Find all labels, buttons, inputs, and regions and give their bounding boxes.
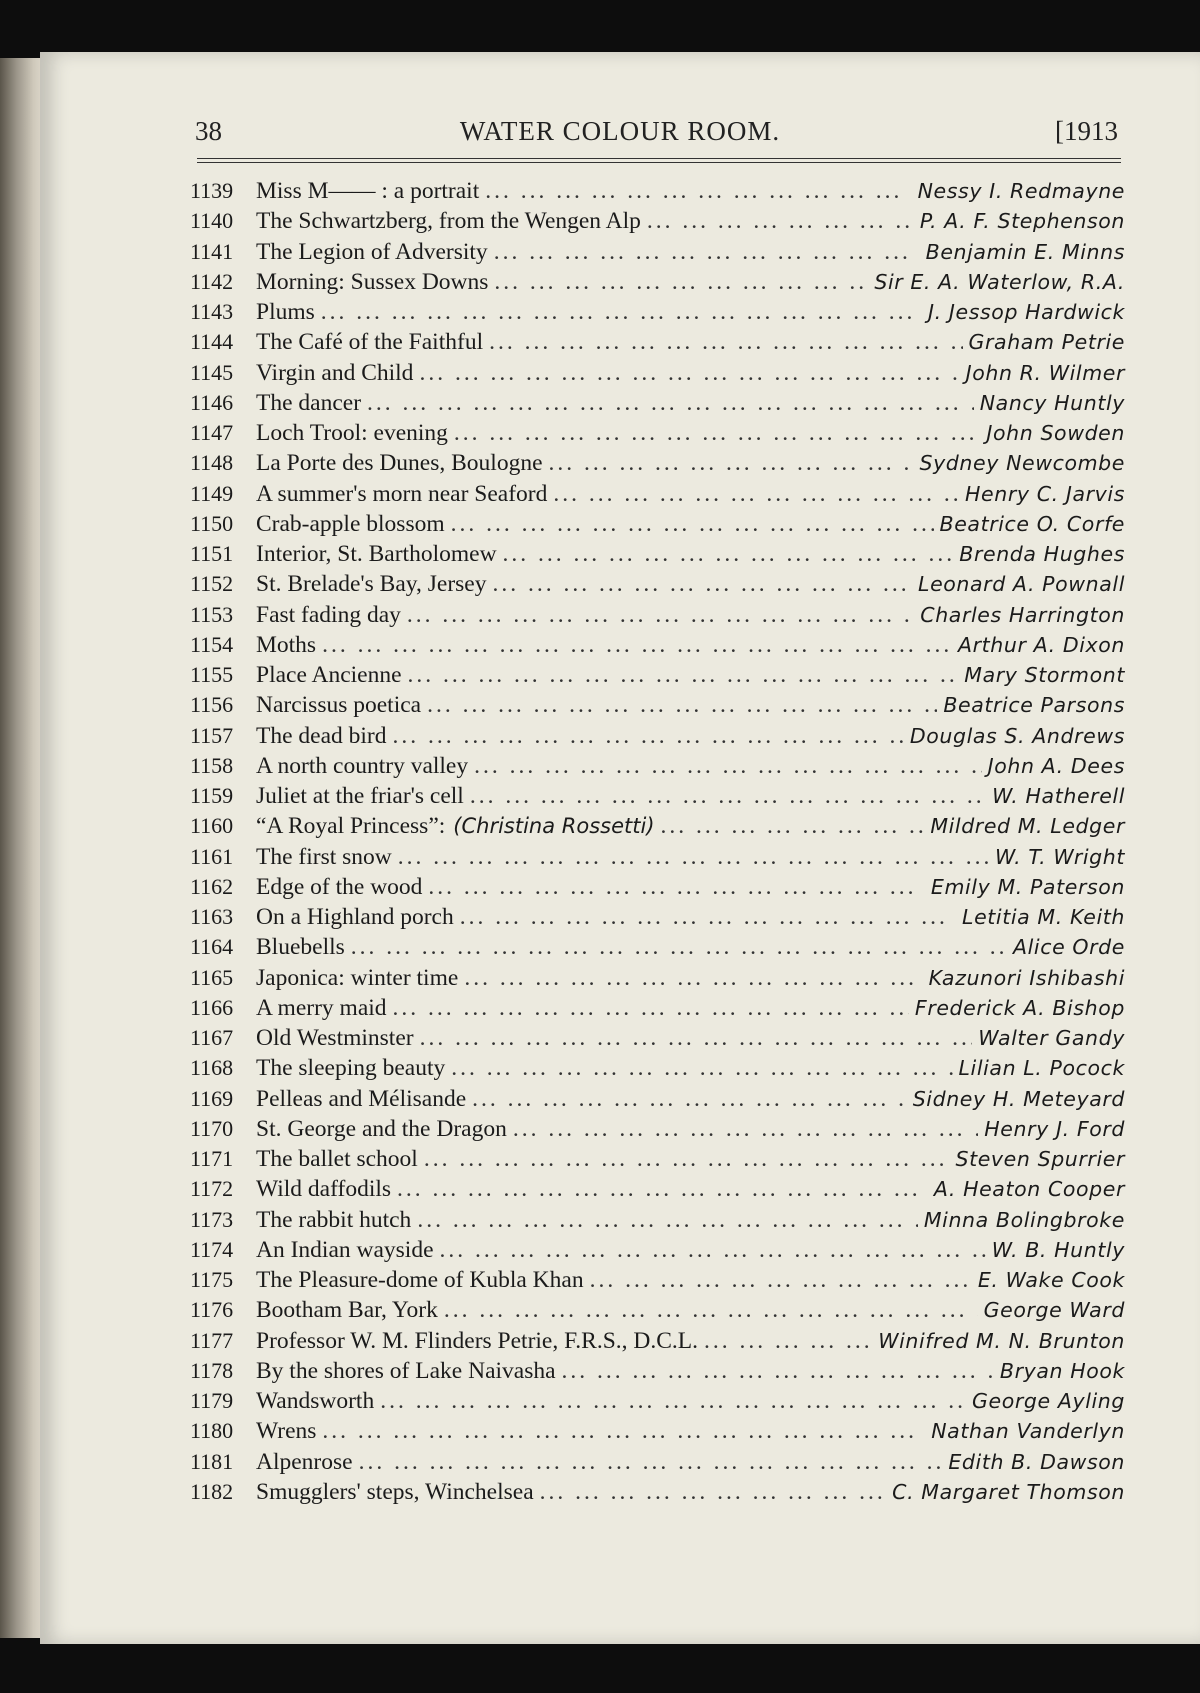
entry-row — [190, 1386, 1125, 1416]
entry-artist: Beatrice Parsons — [943, 693, 1125, 718]
entry-title: Wandsworth — [256, 1388, 375, 1414]
entry-title: Wrens — [256, 1418, 317, 1445]
leader-dots — [464, 963, 922, 993]
entry-number: 1139 — [190, 178, 234, 203]
page-number: 38 — [195, 116, 222, 146]
entry-artist: Brenda Hughes — [959, 542, 1125, 566]
entry-artist: W. T. Wright — [994, 844, 1125, 869]
entry-artist: Edith B. Dawson — [948, 1449, 1125, 1474]
entry-number: 1174 — [190, 1236, 234, 1262]
entry-row — [190, 1235, 1125, 1265]
entry-title: The ballet school — [256, 1146, 418, 1172]
page-title: WATER COLOUR ROOM. — [459, 116, 781, 146]
leader-dots — [419, 358, 959, 388]
entry-number: 1160 — [190, 813, 234, 839]
leader-dots — [398, 842, 989, 872]
entry-title: Pelleas and Mélisande — [256, 1085, 467, 1112]
entry-number: 1166 — [190, 994, 234, 1020]
entry-title: The Schwartzberg, from the Wengen Alp — [256, 208, 641, 235]
entry-row — [190, 539, 1125, 569]
leader-dots — [562, 1356, 994, 1386]
entry-artist: Beatrice O. Corfe — [939, 511, 1125, 536]
entry-artist: George Ayling — [972, 1389, 1125, 1413]
entry-number: 1152 — [190, 571, 234, 597]
entry-row — [190, 1326, 1125, 1356]
leader-dots — [444, 1295, 978, 1325]
leader-dots — [540, 1477, 887, 1507]
entry-number: 1172 — [190, 1176, 234, 1202]
entry-title: Plums — [256, 299, 315, 325]
entry-number: 1157 — [190, 722, 234, 748]
entry-number: 1154 — [190, 631, 234, 657]
entry-title: Bluebells — [256, 934, 345, 961]
entry-row — [190, 1084, 1125, 1114]
entry-title: Place Ancienne — [256, 662, 402, 688]
entry-title: Crab-apple blossom — [256, 510, 445, 537]
entry-number: 1169 — [190, 1085, 234, 1111]
entry-title: The sleeping beauty — [256, 1055, 446, 1082]
leader-dots — [553, 479, 959, 509]
entry-number: 1153 — [190, 601, 234, 627]
entry-row — [190, 1144, 1125, 1174]
leader-dots — [485, 176, 911, 206]
entry-artist: Henry J. Ford — [984, 1116, 1125, 1141]
entry-row — [190, 327, 1125, 357]
entry-number: 1180 — [190, 1418, 234, 1444]
entry-row — [190, 1295, 1125, 1325]
entry-title: The Pleasure-dome of Kubla Khan — [256, 1267, 584, 1293]
entry-row — [190, 1265, 1125, 1295]
page-header — [40, 116, 1200, 156]
entry-artist: Charles Harrington — [920, 602, 1125, 627]
entry-artist: John Sowden — [986, 421, 1125, 445]
leader-dots — [489, 327, 962, 357]
entry-artist: Letitia M. Keith — [962, 905, 1125, 929]
page-year: [1913 — [1055, 116, 1118, 146]
entry-artist: Steven Spurrier — [955, 1147, 1125, 1171]
entry-row — [190, 1053, 1125, 1083]
leader-dots — [417, 1205, 918, 1235]
entry-title: Alpenrose — [256, 1448, 353, 1475]
entry-title: Smugglers' steps, Winchelsea — [256, 1478, 534, 1505]
leader-dots — [513, 1114, 978, 1144]
entry-artist: Minna Bolingbroke — [923, 1207, 1125, 1232]
entry-row — [190, 1205, 1125, 1235]
entry-row — [190, 1447, 1125, 1477]
entry-title: An Indian wayside — [256, 1236, 434, 1263]
entry-artist: Kazunori Ishibashi — [928, 965, 1125, 990]
entry-row — [190, 1356, 1125, 1386]
entry-row — [190, 1174, 1125, 1204]
entry-number: 1173 — [190, 1206, 234, 1232]
entry-row — [190, 1416, 1125, 1446]
leader-dots — [494, 237, 920, 267]
entry-number: 1162 — [190, 873, 234, 899]
leader-dots — [661, 811, 925, 841]
entry-title: Moths — [256, 631, 317, 658]
entry-title: The dead bird — [256, 722, 387, 749]
entry-row — [190, 509, 1125, 539]
leader-dots — [367, 388, 974, 418]
entry-row — [190, 388, 1125, 418]
entry-artist: P. A. F. Stephenson — [919, 209, 1125, 234]
entry-artist: W. B. Huntly — [991, 1237, 1125, 1262]
leader-dots — [427, 690, 937, 720]
entry-title: The first snow — [256, 843, 392, 870]
entry-number: 1148 — [190, 450, 234, 476]
entry-number: 1144 — [190, 329, 234, 355]
entry-title: Miss M—— : a portrait — [256, 178, 480, 204]
entry-row — [190, 751, 1125, 781]
leader-dots — [380, 1386, 966, 1416]
entry-row — [190, 569, 1125, 599]
leader-dots — [351, 932, 1007, 962]
entry-row — [190, 418, 1125, 448]
entry-number: 1177 — [190, 1327, 234, 1353]
entry-row — [190, 448, 1125, 478]
entry-artist: Mary Stormont — [964, 663, 1125, 687]
entry-title: On a Highland porch — [256, 904, 454, 930]
entry-title: Wild daffodils — [256, 1176, 392, 1203]
entry-title: The Café of the Faithful — [256, 329, 484, 356]
entry-number: 1140 — [190, 208, 234, 234]
leader-dots — [474, 751, 981, 781]
leader-dots — [549, 448, 914, 478]
leader-dots — [470, 781, 986, 811]
entry-title: The Legion of Adversity — [256, 238, 488, 265]
entry-number: 1158 — [190, 752, 234, 778]
entry-artist: Mildred M. Ledger — [930, 814, 1125, 839]
entry-title: La Porte des Dunes, Boulogne — [256, 450, 543, 477]
entry-row — [190, 781, 1125, 811]
entry-title: Fast fading day — [256, 601, 401, 628]
entry-number: 1167 — [190, 1025, 234, 1050]
entry-row — [190, 237, 1125, 267]
entry-artist: Winifred M. N. Brunton — [878, 1328, 1125, 1353]
leader-dots — [440, 1235, 986, 1265]
leader-dots — [451, 1053, 952, 1083]
entry-artist: Walter Gandy — [978, 1026, 1125, 1050]
entry-title: Bootham Bar, York — [256, 1297, 438, 1324]
entry-number: 1155 — [190, 662, 234, 687]
entry-number: 1161 — [190, 843, 234, 869]
entry-title: Loch Trool: evening — [256, 420, 448, 446]
entry-title: The dancer — [256, 389, 362, 416]
entry-row — [190, 630, 1125, 660]
entry-artist: C. Margaret Thomson — [892, 1479, 1125, 1504]
entry-artist: Arthur A. Dixon — [957, 632, 1125, 657]
entry-row — [190, 600, 1125, 630]
entry-title: Interior, St. Bartholomew — [256, 541, 497, 567]
entry-row — [190, 932, 1125, 962]
entry-artist: Douglas S. Andrews — [909, 723, 1125, 748]
entry-artist: Lilian L. Pocock — [958, 1056, 1125, 1081]
entry-row — [190, 358, 1125, 388]
entry-row — [190, 267, 1125, 297]
entry-number: 1150 — [190, 510, 234, 536]
entry-artist: W. Hatherell — [992, 784, 1125, 808]
leader-dots — [590, 1265, 972, 1295]
entry-title: St. George and the Dragon — [256, 1115, 507, 1142]
entry-row — [190, 872, 1125, 902]
entry-row — [190, 993, 1125, 1023]
entry-title: Professor W. M. Flinders Petrie, F.R.S., D.C.L. — [256, 1327, 699, 1354]
entry-number: 1149 — [190, 480, 234, 506]
entry-number: 1178 — [190, 1357, 234, 1383]
entry-artist: Leonard A. Pownall — [918, 572, 1125, 597]
entry-title-reference: (Christina Rossetti) — [453, 814, 655, 839]
entry-number: 1156 — [190, 692, 234, 718]
entry-number: 1179 — [190, 1388, 234, 1413]
entry-number: 1175 — [190, 1267, 234, 1292]
entry-artist: Sidney H. Meteyard — [912, 1086, 1125, 1111]
entry-number: 1182 — [190, 1478, 234, 1504]
leader-dots — [393, 721, 904, 751]
entry-title: By the shores of Lake Naivasha — [256, 1357, 556, 1384]
entry-artist: Graham Petrie — [968, 330, 1125, 355]
leader-dots — [472, 1084, 907, 1114]
entry-artist: Nancy Huntly — [979, 390, 1125, 415]
header-rule — [197, 158, 1121, 163]
leader-dots — [424, 1144, 950, 1174]
entry-title: Juliet at the friar's cell — [256, 783, 464, 809]
entry-artist: Benjamin E. Minns — [925, 239, 1125, 264]
entry-number: 1151 — [190, 541, 234, 566]
entry-row — [190, 1023, 1125, 1053]
entry-artist: A. Heaton Cooper — [933, 1177, 1125, 1202]
entry-number: 1168 — [190, 1055, 234, 1081]
leader-dots — [322, 1416, 925, 1446]
entry-number: 1142 — [190, 268, 234, 294]
entry-artist: Henry C. Jarvis — [965, 481, 1125, 506]
leader-dots — [397, 1174, 928, 1204]
leader-dots — [428, 872, 924, 902]
entry-artist: Emily M. Paterson — [930, 874, 1125, 899]
leader-dots — [492, 569, 912, 599]
leader-dots — [407, 600, 914, 630]
entry-number: 1176 — [190, 1297, 234, 1323]
entry-artist: John A. Dees — [987, 753, 1125, 778]
entry-title: A summer's morn near Seaford — [256, 480, 548, 507]
entry-row — [190, 690, 1125, 720]
leader-dots — [321, 297, 922, 327]
leader-dots — [647, 206, 914, 236]
entry-row — [190, 1114, 1125, 1144]
leader-dots — [359, 1447, 943, 1477]
entry-artist: John R. Wilmer — [965, 360, 1125, 385]
leader-dots — [408, 660, 959, 690]
entry-row — [190, 811, 1125, 841]
entry-title: Narcissus poetica — [256, 692, 422, 719]
entry-title: A north country valley — [256, 752, 469, 779]
entry-row — [190, 842, 1125, 872]
entry-number: 1181 — [190, 1448, 234, 1474]
entry-title: A merry maid — [256, 994, 387, 1021]
entry-list — [190, 176, 1125, 1507]
entry-row — [190, 479, 1125, 509]
entry-number: 1146 — [190, 389, 234, 415]
leader-dots — [704, 1326, 872, 1356]
entry-artist: J. Jessop Hardwick — [928, 300, 1125, 324]
entry-title: “A Royal Princess”: — [256, 813, 446, 840]
entry-number: 1163 — [190, 904, 234, 929]
entry-artist: Bryan Hook — [999, 1358, 1125, 1383]
entry-number: 1145 — [190, 359, 234, 385]
entry-number: 1170 — [190, 1115, 234, 1141]
entry-title: Old Westminster — [256, 1025, 414, 1051]
leader-dots — [322, 630, 952, 660]
entry-row — [190, 297, 1125, 327]
entry-row — [190, 206, 1125, 236]
entry-row — [190, 1477, 1125, 1507]
entry-number: 1171 — [190, 1146, 234, 1171]
entry-artist: Sir E. A. Waterlow, R.A. — [874, 269, 1125, 294]
entry-artist: Nathan Vanderlyn — [931, 1419, 1125, 1444]
entry-artist: Nessy I. Redmayne — [917, 179, 1125, 203]
catalogue-page — [40, 52, 1200, 1644]
entry-number: 1159 — [190, 783, 234, 808]
entry-row — [190, 963, 1125, 993]
entry-artist: Sydney Newcombe — [919, 451, 1125, 476]
entry-title: Japonica: winter time — [256, 964, 459, 991]
entry-number: 1147 — [190, 420, 234, 445]
entry-artist: E. Wake Cook — [977, 1268, 1125, 1292]
leader-dots — [494, 267, 868, 297]
leader-dots — [454, 418, 980, 448]
entry-title: Virgin and Child — [256, 359, 414, 386]
entry-number: 1164 — [190, 934, 234, 960]
leader-dots — [460, 902, 956, 932]
leader-dots — [451, 509, 934, 539]
leader-dots — [393, 993, 909, 1023]
entry-artist: Frederick A. Bishop — [914, 995, 1125, 1020]
leader-dots — [503, 539, 954, 569]
entry-number: 1141 — [190, 238, 234, 264]
entry-row — [190, 721, 1125, 751]
entry-number: 1143 — [190, 299, 234, 324]
leader-dots — [420, 1023, 973, 1053]
entry-number: 1165 — [190, 964, 234, 990]
entry-row — [190, 660, 1125, 690]
entry-artist: George Ward — [983, 1298, 1125, 1323]
entry-title: Edge of the wood — [256, 873, 423, 900]
entry-title: The rabbit hutch — [256, 1206, 412, 1233]
entry-title: St. Brelade's Bay, Jersey — [256, 571, 487, 598]
entry-row — [190, 176, 1125, 206]
entry-artist: Alice Orde — [1012, 935, 1125, 960]
entry-title: Morning: Sussex Downs — [256, 268, 489, 295]
entry-row — [190, 902, 1125, 932]
